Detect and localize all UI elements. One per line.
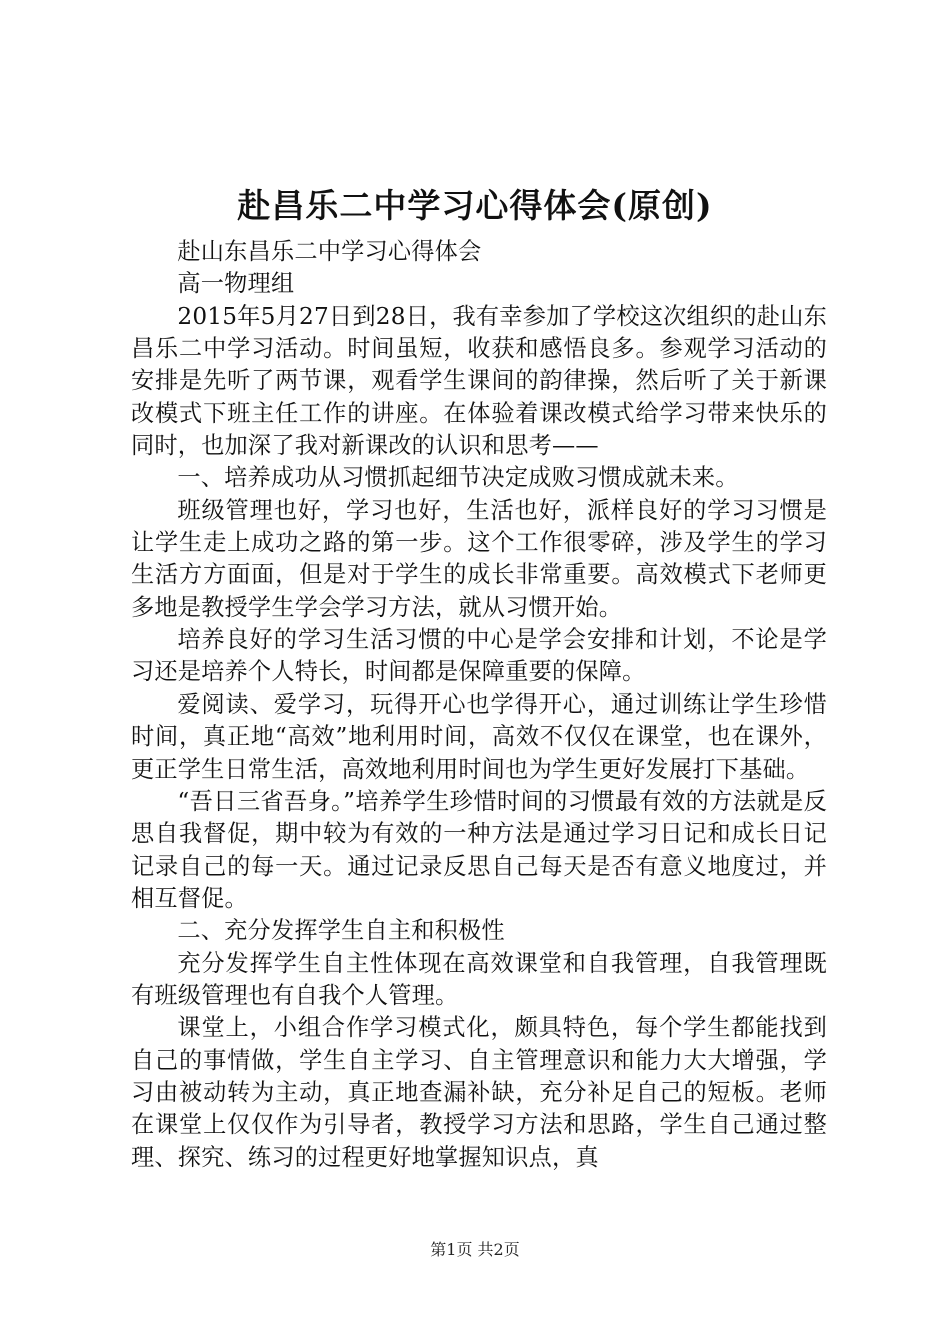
section-heading-2: 二、充分发挥学生自主和积极性 <box>177 917 505 945</box>
document-body <box>131 236 827 1174</box>
paragraph-intro: 2015年5月27日到28日，我有幸参加了学校这次组织的赴山东昌乐二中学习活动。时间虽短，收获和感悟良多。参观学习活动的安排是先听了两节课，观看学生课间的韵律操，然后听了关于新课改模式下班主任工作的讲座。在体验着课改模式给学习带来快乐的同时，也加深了我对新课改的认识和思考—— <box>131 302 827 460</box>
paragraph: 班级管理也好，学习也好，生活也好，派样良好的学习习惯是让学生走上成功之路的第一步。这个工作很零碎，涉及学生的学习生活方方面面，但是对于学生的成长非常重要。高效模式下老师更多地是教授学生学会学习方法，就从习惯开始。 <box>131 496 827 621</box>
paragraph: 课堂上，小组合作学习模式化，颇具特色，每个学生都能找到自己的事情做，学生自主学习、自主管理意识和能力大大增强，学习由被动转为主动，真正地查漏补缺，充分补足自己的短板。老师在课堂上仅仅作为引导者，教授学习方法和思路，学生自己通过整理、探究、练习的过程更好地掌握知识点，真 <box>131 1014 827 1171</box>
paragraph: 培养良好的学习生活习惯的中心是学会安排和计划，不论是学习还是培养个人特长，时间都是保障重要的保障。 <box>131 626 827 686</box>
paragraph-subtitle: 赴山东昌乐二中学习心得体会 <box>177 238 482 265</box>
page-footer: 第1页 共2页 <box>430 1240 520 1259</box>
document-title: 赴昌乐二中学习心得体会(原创) <box>237 186 713 225</box>
paragraph: 爱阅读、爱学习，玩得开心也学得开心，通过训练让学生珍惜时间，真正地“高效”地利用时间，高效不仅仅在课堂，也在课外，更正学生日常生活，高效地利用时间也为学生更好发展打下基础。 <box>131 690 827 783</box>
paragraph-group: 高一物理组 <box>177 270 295 298</box>
paragraph: 充分发挥学生自主性体现在高效课堂和自我管理，自我管理既有班级管理也有自我个人管理。 <box>131 949 827 1009</box>
paragraph: “吾日三省吾身。”培养学生珍惜时间的习惯最有效的方法就是反思自我督促，期中较为有效的一种方法是通过学习日记和成长日记记录自己的每一天。通过记录反思自己每天是否有意义地度过，并相互督促。 <box>131 787 827 912</box>
section-heading-1: 一、培养成功从习惯抓起细节决定成败习惯成就未来。 <box>177 464 739 492</box>
